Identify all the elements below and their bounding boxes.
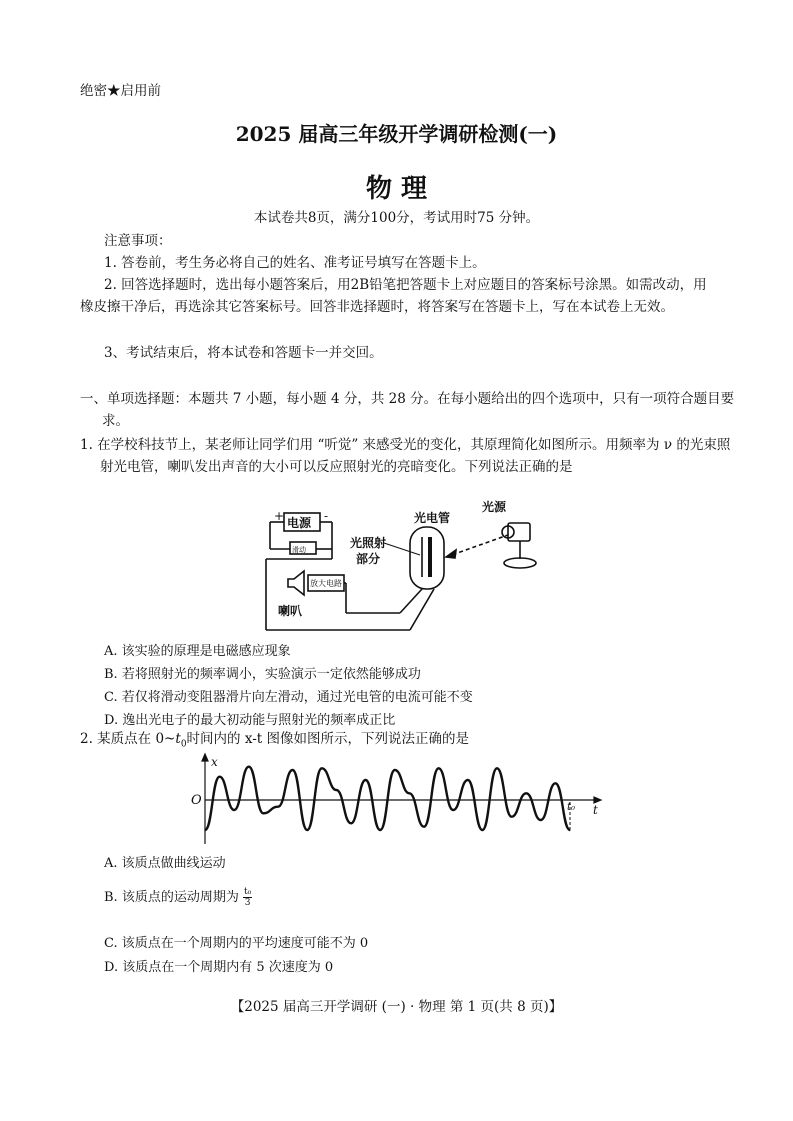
q2-stem-prefix: 2. 某质点在 0~ — [80, 731, 176, 747]
xt-point-24 — [555, 783, 556, 784]
fraction-denominator: 3 — [244, 898, 251, 908]
origin-label: O — [191, 793, 202, 808]
exam-title: 2025 届高三年级开学调研检测(一) — [235, 122, 558, 146]
xt-point-1 — [219, 776, 220, 777]
amplifier-label: 放大电路 — [310, 579, 342, 588]
xt-point-15 — [423, 826, 424, 827]
minus-sign: - — [324, 509, 329, 523]
section1-heading: 一、单项选择题：本题共 7 小题，每小题 4 分，共 28 分。在每小题给出的四个选项中，只有一项符合题目要求。 — [80, 391, 735, 429]
xt-point-19 — [482, 829, 483, 830]
exam-info: 本试卷共8页，满分100分，考试用时75 分钟。 — [253, 210, 540, 226]
phototube-label: 光电管 — [414, 511, 451, 525]
q1-stem: 1. 在学校科技节上，某老师让同学们用 “听觉” 来感受光的变化，其原理简化如图所示。用频率为 ν 的光束照射光电管，喇叭发出声音的大小可以反应照射光的亮暗变化。下列说法正确的是 — [80, 437, 731, 475]
xt-curve — [205, 767, 570, 830]
xt-point-20 — [496, 768, 497, 769]
xt-point-8 — [321, 768, 322, 769]
xt-graph — [185, 752, 615, 847]
subject-title: 物 理 — [365, 174, 428, 204]
q2-option-a: A. 该质点做曲线运动 — [104, 856, 226, 871]
q2-stem-t: t — [175, 731, 181, 747]
notes-heading: 注意事项： — [104, 233, 172, 249]
xt-point-18 — [467, 779, 468, 780]
note-item-3: 3、考试结束后，将本试卷和答题卡一并交回。 — [104, 345, 383, 361]
xt-point-21 — [511, 816, 512, 817]
secret-mark: 绝密★启用前 — [80, 83, 161, 99]
xt-point-5 — [277, 806, 278, 807]
q1-option-a: A. 该实验的原理是电磁感应现象 — [104, 644, 291, 659]
phototube-bulb — [410, 527, 444, 589]
q1-option-d: D. 逸出光电子的最大初动能与照射光的频率成正比 — [104, 713, 396, 728]
q2-option-b — [104, 886, 252, 908]
q2-option-b-fraction — [243, 887, 252, 908]
fraction-numerator: t₀ — [243, 887, 252, 897]
q2-stem-sub: 0 — [180, 739, 187, 750]
xt-point-23 — [540, 819, 541, 820]
xt-point-10 — [350, 823, 351, 824]
q2-stem — [80, 730, 469, 754]
xt-point-12 — [380, 829, 381, 830]
xt-point-16 — [438, 768, 439, 769]
xt-point-2 — [234, 809, 235, 810]
light-source-label: 光源 — [482, 500, 507, 514]
note-item-1: 1. 答卷前，考生务必将自己的姓名、准考证号填写在答题卡上。 — [104, 255, 486, 271]
xt-point-22 — [526, 793, 527, 794]
plus-sign: + — [274, 509, 285, 523]
xt-point-17 — [453, 809, 454, 810]
xt-point-7 — [307, 829, 308, 830]
rheostat-label: 滑动 — [292, 546, 306, 554]
xt-point-4 — [263, 813, 264, 814]
q1-option-c: C. 若仅将滑动变阻器滑片向左滑动，通过光电管的电流可能不变 — [104, 690, 473, 705]
y-axis-label: x — [211, 755, 218, 769]
q1-circuit-figure — [250, 495, 560, 635]
note-item-2: 2. 回答选择题时，选出每小题答案后，用2B铅笔把答题卡上对应题目的答案标号涂黑。如需改动，用橡皮擦干净后，再选涂其它答案标号。回答非选择题时，将答案写在答题卡上，写在本试卷上无效。 — [80, 277, 707, 315]
xt-point-6 — [292, 769, 293, 770]
xt-point-14 — [409, 793, 410, 794]
xt-point-9 — [336, 789, 337, 790]
page-footer: 【2025 届高三开学调研 (一) · 物理 第 1 页(共 8 页)】 — [230, 999, 563, 1015]
xt-point-11 — [365, 779, 366, 780]
xt-point-0 — [204, 829, 205, 830]
q2-option-b-text: B. 该质点的运动周期为 — [104, 890, 239, 905]
q2-option-d: D. 该质点在一个周期内有 5 次速度为 0 — [104, 960, 334, 975]
q2-option-c: C. 该质点在一个周期内的平均速度可能不为 0 — [104, 936, 369, 951]
speaker-shape — [288, 571, 304, 595]
q1-option-b: B. 若将照射光的频率调小，实验演示一定依然能够成功 — [104, 667, 421, 682]
xt-point-3 — [248, 766, 249, 767]
light-source-body — [508, 523, 530, 541]
x-axis-label: t — [593, 803, 598, 817]
speaker-label: 喇叭 — [278, 604, 303, 618]
irradiated-label-1: 光照射 — [350, 536, 387, 550]
xt-point-13 — [394, 769, 395, 770]
power-label: 电源 — [287, 516, 312, 530]
t0-label: t₀ — [567, 802, 576, 813]
irradiated-label-2: 部分 — [356, 552, 381, 566]
q2-stem-suffix: 时间内的 x-t 图像如图所示，下列说法正确的是 — [186, 731, 469, 747]
